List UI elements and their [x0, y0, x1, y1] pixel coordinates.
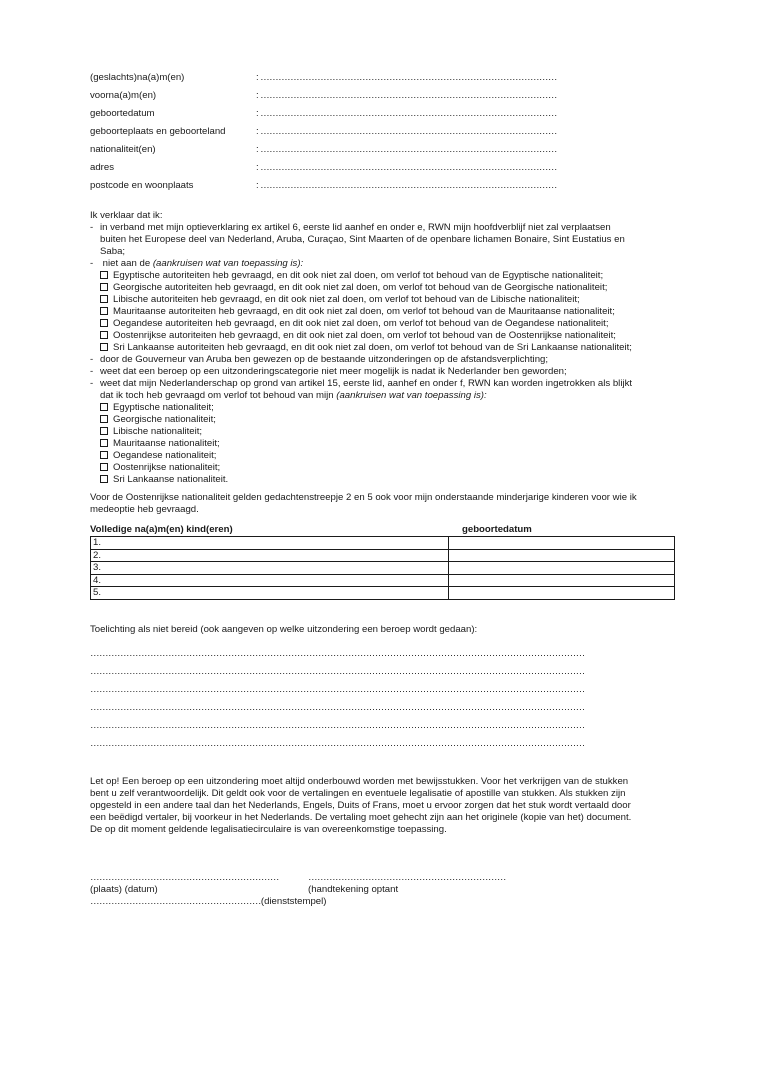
- place-date-label: (plaats) (datum): [90, 884, 158, 895]
- field-postcode-city[interactable]: [90, 180, 610, 194]
- place-date-line[interactable]: ………………………………………………………: [90, 872, 279, 883]
- field-nationality[interactable]: [90, 144, 610, 158]
- warning-line: Let op! Een beroep op een uitzondering moet altijd onderbouwd worden met bewijsstukken. Voor het verkrijgen van de stukken: [90, 776, 629, 787]
- table-row: [91, 549, 675, 562]
- explanation-line[interactable]: …………………………………………………………………………………………………………………………………………………: [90, 720, 585, 731]
- table-row: [91, 562, 675, 575]
- declaration-item: - in verband met mijn optieverklaring ex artikel 6, eerste lid aanhef en onder e, RWN mijn hoofdverblijf niet zal verplaatsen: [90, 222, 611, 233]
- authority-option[interactable]: Oegandese autoriteiten heb gevraagd, en dit ook niet zal doen, om verlof tot behoud van de Oegandese nationaliteit;: [90, 318, 675, 330]
- field-fill-line[interactable]: : ………………………………………………………………………………………: [256, 126, 557, 137]
- field-label: geboortedatum: [90, 108, 155, 119]
- checkbox[interactable]: [100, 475, 108, 483]
- field-surname[interactable]: [90, 72, 610, 86]
- nationality-option[interactable]: Georgische nationaliteit;: [90, 414, 675, 426]
- declaration-item-cont: dat ik toch heb gevraagd om verlof tot behoud van mijn (aankruisen wat van toepassing is):: [100, 390, 487, 401]
- checkbox[interactable]: [100, 283, 108, 291]
- checkbox[interactable]: [100, 463, 108, 471]
- declaration: [90, 210, 675, 486]
- child-name-cell[interactable]: 4.: [91, 574, 449, 587]
- explanation-line[interactable]: …………………………………………………………………………………………………………………………………………………: [90, 702, 585, 713]
- checkbox[interactable]: [100, 439, 108, 447]
- checkbox[interactable]: [100, 319, 108, 327]
- field-birthdate[interactable]: [90, 108, 610, 122]
- nationality-option[interactable]: Oostenrijkse nationaliteit;: [90, 462, 675, 474]
- signature-label: (handtekening optant: [308, 884, 399, 895]
- table-row: [91, 537, 675, 550]
- declaration-item: - weet dat mijn Nederlanderschap op grond van artikel 15, eerste lid, aanhef en onder f, RWN kan worden ingetrokken als blijkt: [90, 378, 633, 389]
- nationality-option[interactable]: Egyptische nationaliteit;: [90, 402, 675, 414]
- austria-note-line: Voor de Oostenrijkse nationaliteit gelden gedachtenstreepje 2 en 5 ook voor mijn onderstaande minderjarige kinderen voor wie ik: [90, 492, 637, 503]
- checkbox[interactable]: [100, 331, 108, 339]
- authority-option[interactable]: Mauritaanse autoriteiten heb gevraagd, en dit ook niet zal doen, om verlof tot behoud van de Mauritaanse nationaliteit;: [90, 306, 675, 318]
- field-label: geboorteplaats en geboorteland: [90, 126, 226, 137]
- declaration-item-cont: Saba;: [100, 246, 126, 257]
- explanation-line[interactable]: …………………………………………………………………………………………………………………………………………………: [90, 648, 585, 659]
- field-firstnames[interactable]: [90, 90, 610, 104]
- austria-note: [90, 492, 675, 516]
- authority-option[interactable]: Oostenrijkse autoriteiten heb gevraagd, en dit ook niet zal doen, om verlof tot behoud van de Oostenrijkse nationaliteit;: [90, 330, 675, 342]
- checkbox[interactable]: [100, 451, 108, 459]
- child-birthdate-cell[interactable]: [449, 562, 675, 575]
- warning-line: bent u zelf verantwoordelijk. Dit geldt ook voor de vertalingen en eventuele legalisatie of apostille van stukken. Als stukken zijn: [90, 788, 626, 799]
- child-name-cell[interactable]: 1.: [91, 537, 449, 550]
- field-label: adres: [90, 162, 114, 173]
- child-name-cell[interactable]: 5.: [91, 587, 449, 600]
- field-label: (geslachts)na(a)m(en): [90, 72, 185, 83]
- nationality-option[interactable]: Mauritaanse nationaliteit;: [90, 438, 675, 450]
- authority-option[interactable]: Egyptische autoriteiten heb gevraagd, en dit ook niet zal doen, om verlof tot behoud van de Egyptische nationaliteit;: [90, 270, 675, 282]
- stamp-label: (dienststempel): [260, 896, 327, 907]
- field-fill-line[interactable]: : ………………………………………………………………………………………: [256, 180, 557, 191]
- explanation-label: Toelichting als niet bereid (ook aangeven op welke uitzondering een beroep wordt gedaan):: [90, 624, 478, 635]
- explanation-line[interactable]: …………………………………………………………………………………………………………………………………………………: [90, 666, 585, 677]
- declaration-item: - weet dat een beroep op een uitzonderingscategorie niet meer mogelijk is nadat ik Nederlander ben geworden;: [90, 366, 567, 377]
- warning-line: De op dit moment geldende legalisatiecirculaire is van overeenkomstige toepassing.: [90, 824, 447, 835]
- child-name-cell[interactable]: 3.: [91, 562, 449, 575]
- checkbox[interactable]: [100, 403, 108, 411]
- nationality-option[interactable]: Libische nationaliteit;: [90, 426, 675, 438]
- checkbox[interactable]: [100, 307, 108, 315]
- checkbox[interactable]: [100, 427, 108, 435]
- nationality-option[interactable]: Oegandese nationaliteit;: [90, 450, 675, 462]
- authority-option[interactable]: Georgische autoriteiten heb gevraagd, en dit ook niet zal doen, om verlof tot behoud van de Georgische nationaliteit;: [90, 282, 675, 294]
- checkbox[interactable]: [100, 295, 108, 303]
- field-fill-line[interactable]: : ………………………………………………………………………………………: [256, 72, 557, 83]
- table-row: [91, 587, 675, 600]
- signature-line[interactable]: …………………………………………………………: [308, 872, 506, 883]
- field-label: voorna(a)m(en): [90, 90, 157, 101]
- field-fill-line[interactable]: : ………………………………………………………………………………………: [256, 90, 557, 101]
- checkbox[interactable]: [100, 343, 108, 351]
- children-table-header-date: geboortedatum: [462, 524, 532, 535]
- explanation-line[interactable]: …………………………………………………………………………………………………………………………………………………: [90, 684, 585, 695]
- child-birthdate-cell[interactable]: [449, 587, 675, 600]
- declaration-item: - door de Gouverneur van Aruba ben gewezen op de bestaande uitzonderingen op de afstandsverplichting;: [90, 354, 549, 365]
- explanation-line[interactable]: …………………………………………………………………………………………………………………………………………………: [90, 738, 585, 749]
- austria-note-line: medeoptie heb gevraagd.: [90, 504, 199, 515]
- child-name-cell[interactable]: 2.: [91, 549, 449, 562]
- field-fill-line[interactable]: : ………………………………………………………………………………………: [256, 144, 557, 155]
- authority-option[interactable]: Sri Lankaanse autoriteiten heb gevraagd, en dit ook niet zal doen, om verlof tot behoud van de Sri Lankaanse nationaliteit;: [90, 342, 675, 354]
- child-birthdate-cell[interactable]: [449, 574, 675, 587]
- field-birthplace[interactable]: [90, 126, 610, 140]
- stamp-line[interactable]: …………………………………………………(dienststempel): [90, 896, 327, 907]
- field-label: nationaliteit(en): [90, 144, 156, 155]
- field-address[interactable]: [90, 162, 610, 176]
- declaration-item: - niet aan de (aankruisen wat van toepassing is):: [90, 258, 304, 269]
- warning-paragraph: [90, 776, 675, 836]
- nationality-option[interactable]: Sri Lankaanse nationaliteit.: [90, 474, 675, 486]
- field-fill-line[interactable]: : ………………………………………………………………………………………: [256, 108, 557, 119]
- warning-line: opgesteld in een andere taal dan het Nederlands, Engels, Duits of Frans, moet u ervoor zorgen dat het stuk wordt vertaald door: [90, 800, 631, 811]
- warning-line: een beëdigd vertaler, bij voorkeur in het Nederlands. De vertaling moet gehecht zijn aan het originele (kopie van het) document.: [90, 812, 632, 823]
- children-table: [90, 536, 675, 600]
- table-row: [91, 574, 675, 587]
- field-label: postcode en woonplaats: [90, 180, 194, 191]
- child-birthdate-cell[interactable]: [449, 537, 675, 550]
- authority-option[interactable]: Libische autoriteiten heb gevraagd, en dit ook niet zal doen, om verlof tot behoud van de Libische nationaliteit;: [90, 294, 675, 306]
- field-fill-line[interactable]: : ………………………………………………………………………………………: [256, 162, 557, 173]
- checkbox[interactable]: [100, 415, 108, 423]
- declaration-item-cont: buiten het Europese deel van Nederland, Aruba, Curaçao, Sint Maarten of de openbare lichamen Bonaire, Sint Eustatius en: [100, 234, 625, 245]
- checkbox[interactable]: [100, 271, 108, 279]
- child-birthdate-cell[interactable]: [449, 549, 675, 562]
- declaration-intro: Ik verklaar dat ik:: [90, 210, 163, 221]
- children-table-header-name: Volledige na(a)m(en) kind(eren): [90, 524, 233, 535]
